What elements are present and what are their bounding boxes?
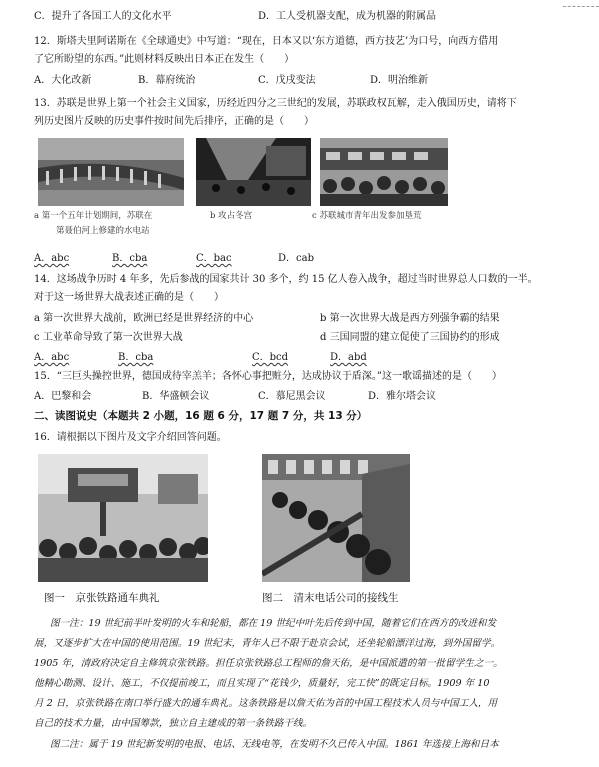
q16-note1-line3: 1905 年，清政府决定自主修筑京张铁路。担任京张铁路总工程师的詹天佑，是中国派遣的第一批留学生之一。 — [34, 658, 503, 669]
q14-statement-a: a 第一次世界大战前，欧洲已经是世界经济的中心 — [34, 313, 254, 324]
q16-note1-line1: 图一注：19 世纪前半叶发明的火车和轮船，都在 19 世纪中叶先后传到中国，随着它们在西方的改进和发 — [50, 618, 497, 629]
q16-stem-line1: 16．请根据以下图片及文字介绍回答问题。 — [34, 432, 227, 443]
q12-stem-line1: 12．斯塔夫里阿诺斯在《全球通史》中写道：“现在，日本又以‘东方道德，西方技艺’为口号，向西方借用 — [34, 36, 499, 47]
q14-option-c: C．bcd — [252, 352, 289, 363]
photo-telephone-operators-image — [262, 454, 410, 582]
q13-option-b: B．cba — [112, 253, 148, 264]
q13-caption-b: b 攻占冬宫 — [210, 211, 253, 221]
q15-stem-line1: 15．“三巨头操控世界，德国成待宰羔羊；各怀心事把赃分，达成协议于盾深。”这一歌谣描述的是（ ） — [34, 371, 502, 382]
q11-option-c: C．提升了各国工人的文化水平 — [34, 11, 172, 22]
q13-caption-a-line2: 第聂伯河上修建的水电站 — [56, 226, 150, 236]
q12-option-d: D．明治维新 — [370, 75, 429, 86]
photo-hydropower-station-image — [38, 138, 184, 206]
page-corner-mark — [563, 0, 599, 7]
photo-jingzhang-railway-ceremony-image — [38, 454, 208, 582]
q16-note1-line2: 展，又逐步扩大在中国的使用范围。19 世纪末，青年人已不限于赴京会试，还坐轮船漂洋过海，到外国留学。 — [34, 638, 501, 649]
q13-option-c: C．bac — [196, 253, 232, 264]
q14-option-b: B．cba — [118, 352, 154, 363]
section2-heading: 二、读图说史（本题共 2 小题，16 题 6 分，17 题 7 分，共 13 分） — [34, 410, 368, 422]
q13-stem-line1: 13．苏联是世界上第一个社会主义国家，历经近四分之三世纪的发展，苏联政权瓦解，走入俄国历史，请将下 — [34, 98, 517, 109]
q14-option-a: A．abc — [34, 352, 70, 363]
q15-option-d: D．雅尔塔会议 — [368, 391, 437, 402]
q12-option-c: C．戊戌变法 — [258, 75, 316, 86]
photo-hydropower-station — [38, 138, 184, 206]
q14-statement-c: c 工业革命导致了第一次世界大战 — [34, 332, 183, 343]
q13-stem-line2: 列历史图片反映的历史事件按时间先后排序，正确的是（ ） — [34, 116, 314, 127]
q14-stem-line2: 对于这一场世界大战表述正确的是（ ） — [34, 292, 224, 303]
q12-stem-line2: 了它所盼望的东西。”此则材料反映出日本正在发生（ ） — [34, 54, 295, 65]
q16-fig1-caption: 图一 京张铁路通车典礼 — [44, 592, 160, 604]
q14-statement-d: d 三国同盟的建立促使了三国协约的形成 — [320, 332, 500, 343]
q14-stem-line1: 14．这场战争历时 4 年多，先后参战的国家共计 30 多个，约 15 亿人卷入战争，超过当时世界总人口数的一半。 — [34, 274, 538, 285]
photo-telephone-operators — [262, 454, 410, 582]
q13-option-a: A．abc — [34, 253, 70, 264]
photo-winter-palace-image — [196, 138, 311, 206]
q16-note2-line1: 图二注：属于 19 世纪新发明的电报、电话、无线电等，在发明不久已传入中国。1861 年选接上海和日本 — [50, 739, 499, 750]
q15-option-c: C．慕尼黑会议 — [258, 391, 326, 402]
q16-note1-line6: 自己的技术力量，由中国筹款，独立自主建成的第一条铁路干线。 — [34, 718, 313, 729]
q12-option-b: B．幕府统治 — [138, 75, 196, 86]
q16-note1-line4: 他精心勘测、设计、施工，不仅提前竣工，而且实现了“花钱少，质量好，完工快”的既定目标。1909 年 10 — [34, 678, 490, 689]
q11-option-d: D．工人受机器支配，成为机器的附属品 — [258, 11, 437, 22]
q13-caption-a-line1: a 第一个五年计划期间，苏联在 — [34, 211, 153, 221]
q13-caption-c: c 苏联城市青年出发参加垦荒 — [312, 211, 422, 221]
photo-youth-reclamation-image — [320, 138, 448, 206]
q15-option-a: A．巴黎和会 — [34, 391, 92, 402]
q14-option-d: D．abd — [330, 352, 367, 363]
q13-option-d: D．cab — [278, 253, 314, 264]
q15-option-b: B．华盛顿会议 — [142, 391, 210, 402]
q12-option-a: A．大化改新 — [34, 75, 92, 86]
photo-winter-palace — [196, 138, 311, 206]
q16-note1-line5: 月 2 日，京张铁路在南口举行盛大的通车典礼。这条铁路是以詹天佑为首的中国工程技术人员与中国工人，用 — [34, 698, 498, 709]
q14-statement-b: b 第一次世界大战是西方列强争霸的结果 — [320, 313, 500, 324]
photo-youth-reclamation — [320, 138, 448, 206]
q16-fig2-caption: 图二 清末电话公司的接线生 — [262, 592, 399, 604]
photo-jingzhang-railway-ceremony — [38, 454, 208, 582]
